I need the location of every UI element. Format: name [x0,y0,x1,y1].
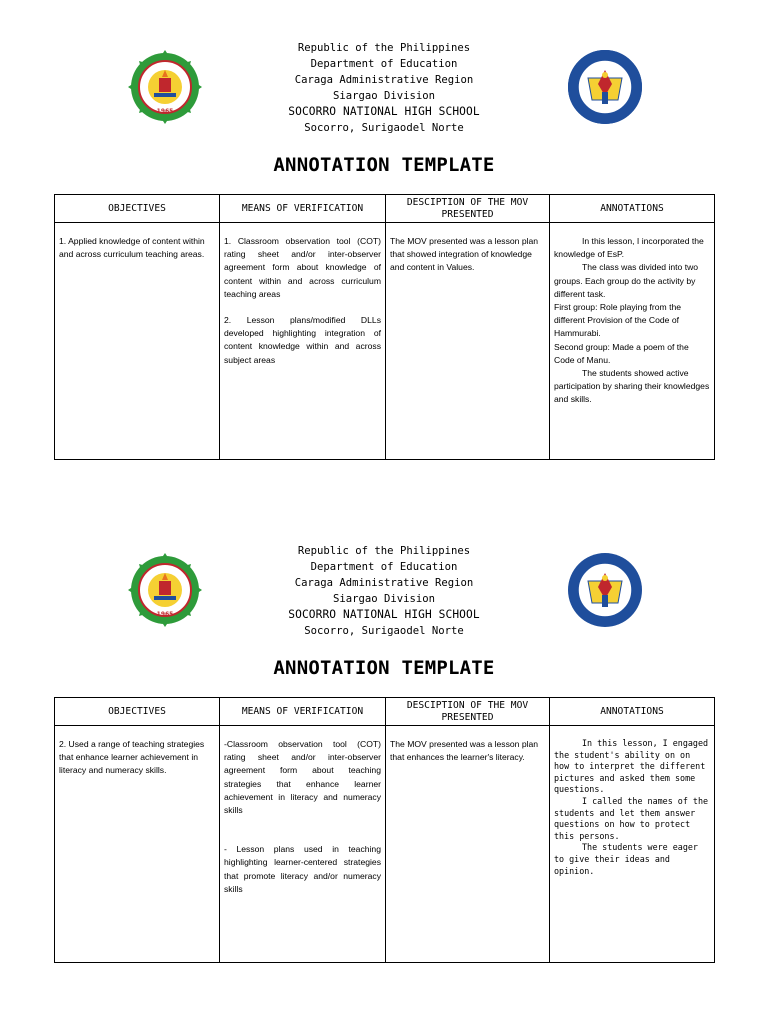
column-header-objectives: OBJECTIVES [55,195,220,223]
letterhead-line-4: Siargao Division [332,90,436,102]
column-header-objectives: OBJECTIVES [55,698,220,726]
means-cell [220,223,386,460]
letterhead-text [0,543,768,639]
objective-cell [55,223,220,460]
means-item-1: -Classroom observation tool (COT) rating sheet and/or inter-observer agreement form about teaching strategies that enhance learner achievement in literacy and numeracy skills [224,739,381,816]
school-address: Socorro, Surigaodel Norte [304,122,464,134]
description-text: The MOV presented was a lesson plan that showed integration of knowledge and content in Values. [390,236,539,273]
page-title: ANNOTATION TEMPLATE [273,657,495,679]
annotation-table [54,194,715,460]
means-text [220,726,385,896]
letterhead-line-4: Siargao Division [332,593,436,605]
column-header-means: MEANS OF VERIFICATION [220,195,386,223]
letterhead-line-2: Department of Education [310,561,458,573]
letterhead-line-3: Caraga Administrative Region [294,74,474,86]
table-row [55,223,715,460]
annotations-cell [550,223,715,460]
deped-seal-logo [566,551,644,629]
annotations-text [550,223,714,407]
column-header-description: DESCIPTION OF THE MOV PRESENTED [386,698,550,726]
annotation-paragraph-3: First group: Role playing from the different Provision of the Code of Hammurabi. [554,302,682,339]
means-item-1: 1. Classroom observation tool (COT) rating sheet and/or inter-observer agreement form about knowledge of content within and across curriculum teaching areas [224,236,381,299]
annotation-paragraph-5: The students showed active participation by sharing their knowledges and skills. [554,368,710,405]
description-text: The MOV presented was a lesson plan that enhances the learner's literacy. [390,739,539,763]
objective-cell [55,726,220,963]
table-row [55,726,715,963]
annotation-paragraph-1: In this lesson, I incorporated the knowledge of EsP. [554,236,704,260]
letterhead [0,543,768,643]
letterhead-line-1: Republic of the Philippines [297,42,471,54]
table-header-row [55,698,715,726]
annotation-paragraph-1: In this lesson, I engaged the student's ability on on how to interpret the different pictures and asked them some questions. [554,738,709,795]
school-name: SOCORRO NATIONAL HIGH SCHOOL [288,608,480,621]
means-cell [220,726,386,963]
means-item-2: - Lesson plans used in teaching highlighting learner-centered strategies that promote literacy and/or numeracy skills [224,844,381,894]
column-header-description: DESCIPTION OF THE MOV PRESENTED [386,195,550,223]
school-address: Socorro, Surigaodel Norte [304,625,464,637]
letterhead-line-1: Republic of the Philippines [297,545,471,557]
description-cell [386,223,550,460]
means-text [220,223,385,367]
means-item-2: 2. Lesson plans/modified DLLs developed highlighting integration of content knowledge within and across subject areas [224,315,381,365]
column-header-annotations: ANNOTATIONS [550,698,715,726]
column-header-annotations: ANNOTATIONS [550,195,715,223]
letterhead-line-2: Department of Education [310,58,458,70]
school-name: SOCORRO NATIONAL HIGH SCHOOL [288,105,480,118]
annotations-text [550,726,714,877]
page-title: ANNOTATION TEMPLATE [273,154,495,176]
annotation-paragraph-2: The class was divided into two groups. Each group do the activity by different task. [554,262,699,299]
letterhead [0,40,768,140]
letterhead-text [0,40,768,136]
deped-seal-logo [566,48,644,126]
letterhead-line-3: Caraga Administrative Region [294,577,474,589]
annotation-table [54,697,715,963]
svg-text:1965: 1965 [156,611,174,618]
annotation-paragraph-4: Second group: Made a poem of the Code of Manu. [554,341,689,365]
annotation-paragraph-2: I called the names of the students and let them answer questions on how to protect this persons. [554,795,709,841]
objective-text: 1. Applied knowledge of content within and across curriculum teaching areas. [59,236,205,260]
column-header-means: MEANS OF VERIFICATION [220,698,386,726]
svg-text:1965: 1965 [156,108,174,115]
description-cell [386,726,550,963]
objective-text: 2. Used a range of teaching strategies that enhance learner achievement in literacy and numeracy skills. [59,739,205,776]
table-header-row [55,195,715,223]
annotation-paragraph-3: The students were eager to give their ideas and opinion. [554,842,698,876]
annotations-cell [550,726,715,963]
